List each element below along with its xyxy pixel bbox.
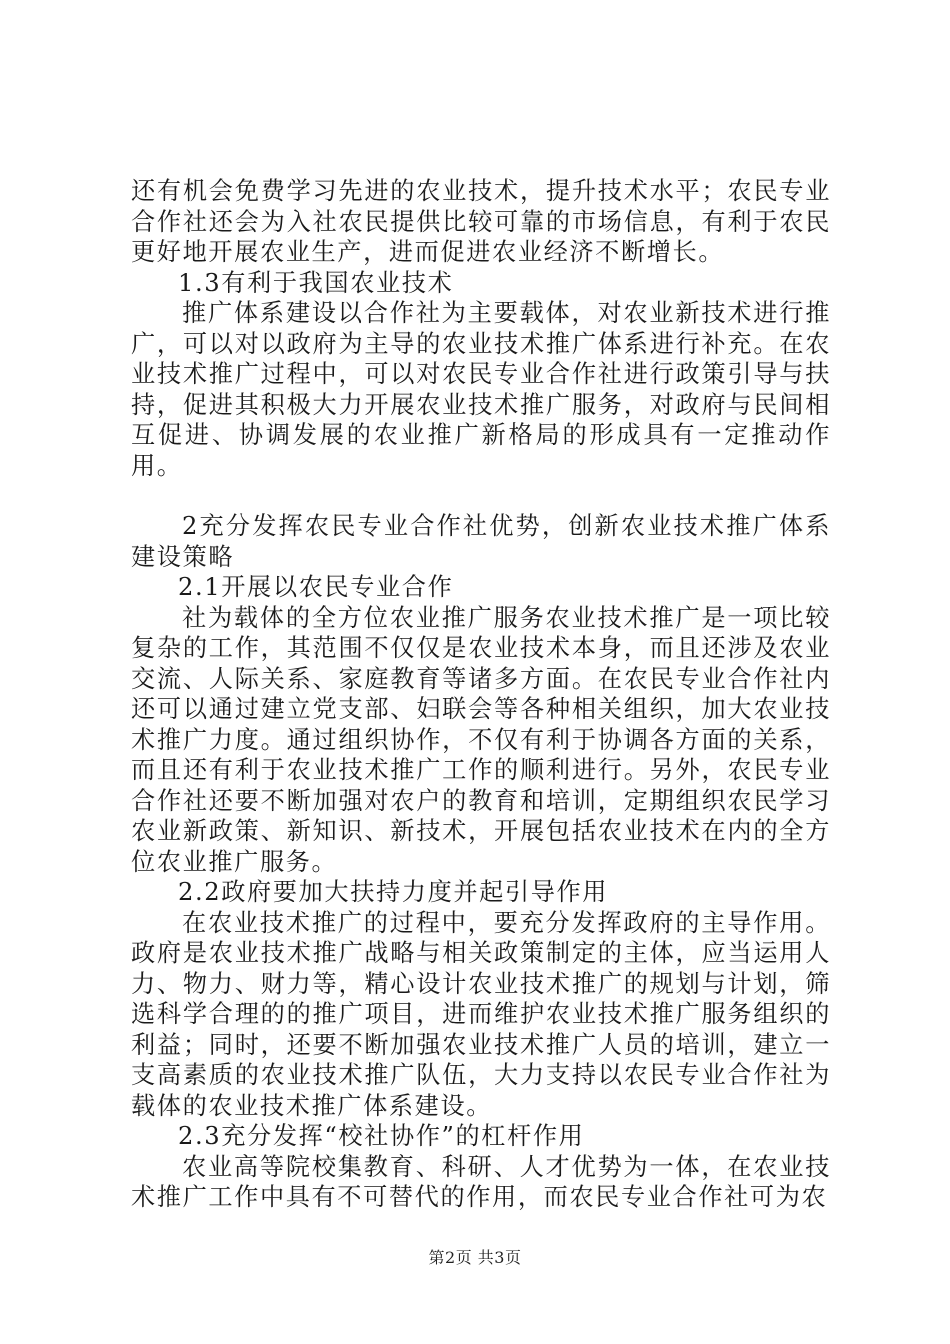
section-heading-2-3: 2.3充分发挥“校社协作”的杠杆作用: [178, 1122, 585, 1150]
section-heading-2: 2充分发挥农民专业合作社优势，创新农业技术推广体系建设策略: [131, 512, 831, 571]
paragraph-government-role: 在农业技术推广的过程中，要充分发挥政府的主导作用。政府是农业技术推广战略与相关政策制定的主体，应当运用人力、物力、财力等，精心设计农业技术推广的规划与计划，筛选科学合理的的推广项目，进而维护农业技术推广服务组织的利益；同时，还要不断加强农业技术推广人员的培训，建立一支高素质的农业技术推广队伍，大力支持以农民专业合作社为载体的农业技术推广体系建设。: [131, 908, 831, 1120]
paragraph-spacer: [131, 481, 831, 511]
page-footer: 第2页 共3页: [428, 1248, 522, 1267]
document-body: [131, 176, 831, 1213]
paragraph-continuation: 还有机会免费学习先进的农业技术，提升技术水平；农民专业合作社还会为入社农民提供比较可靠的市场信息，有利于农民更好地开展农业生产，进而促进农业经济不断增长。: [131, 177, 831, 266]
section-heading-2-1: 2.1开展以农民专业合作: [178, 573, 454, 601]
paragraph-school-cooperation: 农业高等院校集教育、科研、人才优势为一体，在农业技术推广工作中具有不可替代的作用，而农民专业合作社可为农: [131, 1152, 831, 1211]
section-heading-1-3: 1.3有利于我国农业技术: [178, 268, 454, 297]
paragraph-cooperative-service: 社为载体的全方位农业推广服务农业技术推广是一项比较复杂的工作，其范围不仅仅是农业技术本身，而且还涉及农业交流、人际关系、家庭教育等诸多方面。在农民专业合作社内还可以通过建立党支部、妇联会等各种相关组织，加大农业技术推广力度。通过组织协作，不仅有利于协调各方面的关系，而且还有利于农业技术推广工作的顺利进行。另外，农民专业合作社还要不断加强对农户的教育和培训，定期组织农民学习农业新政策、新知识、新技术，开展包括农业技术在内的全方位农业推广服务。: [131, 603, 831, 876]
section-heading-2-2: 2.2政府要加大扶持力度并起引导作用: [178, 878, 609, 906]
paragraph-extension-system: 推广体系建设以合作社为主要载体，对农业新技术进行推广，可以对以政府为主导的农业技术推广体系进行补充。在农业技术推广过程中，可以对农民专业合作社进行政策引导与扶持，促进其积极大力开展农业技术推广服务，对政府与民间相互促进、协调发展的农业推广新格局的形成具有一定推动作用。: [131, 299, 831, 480]
